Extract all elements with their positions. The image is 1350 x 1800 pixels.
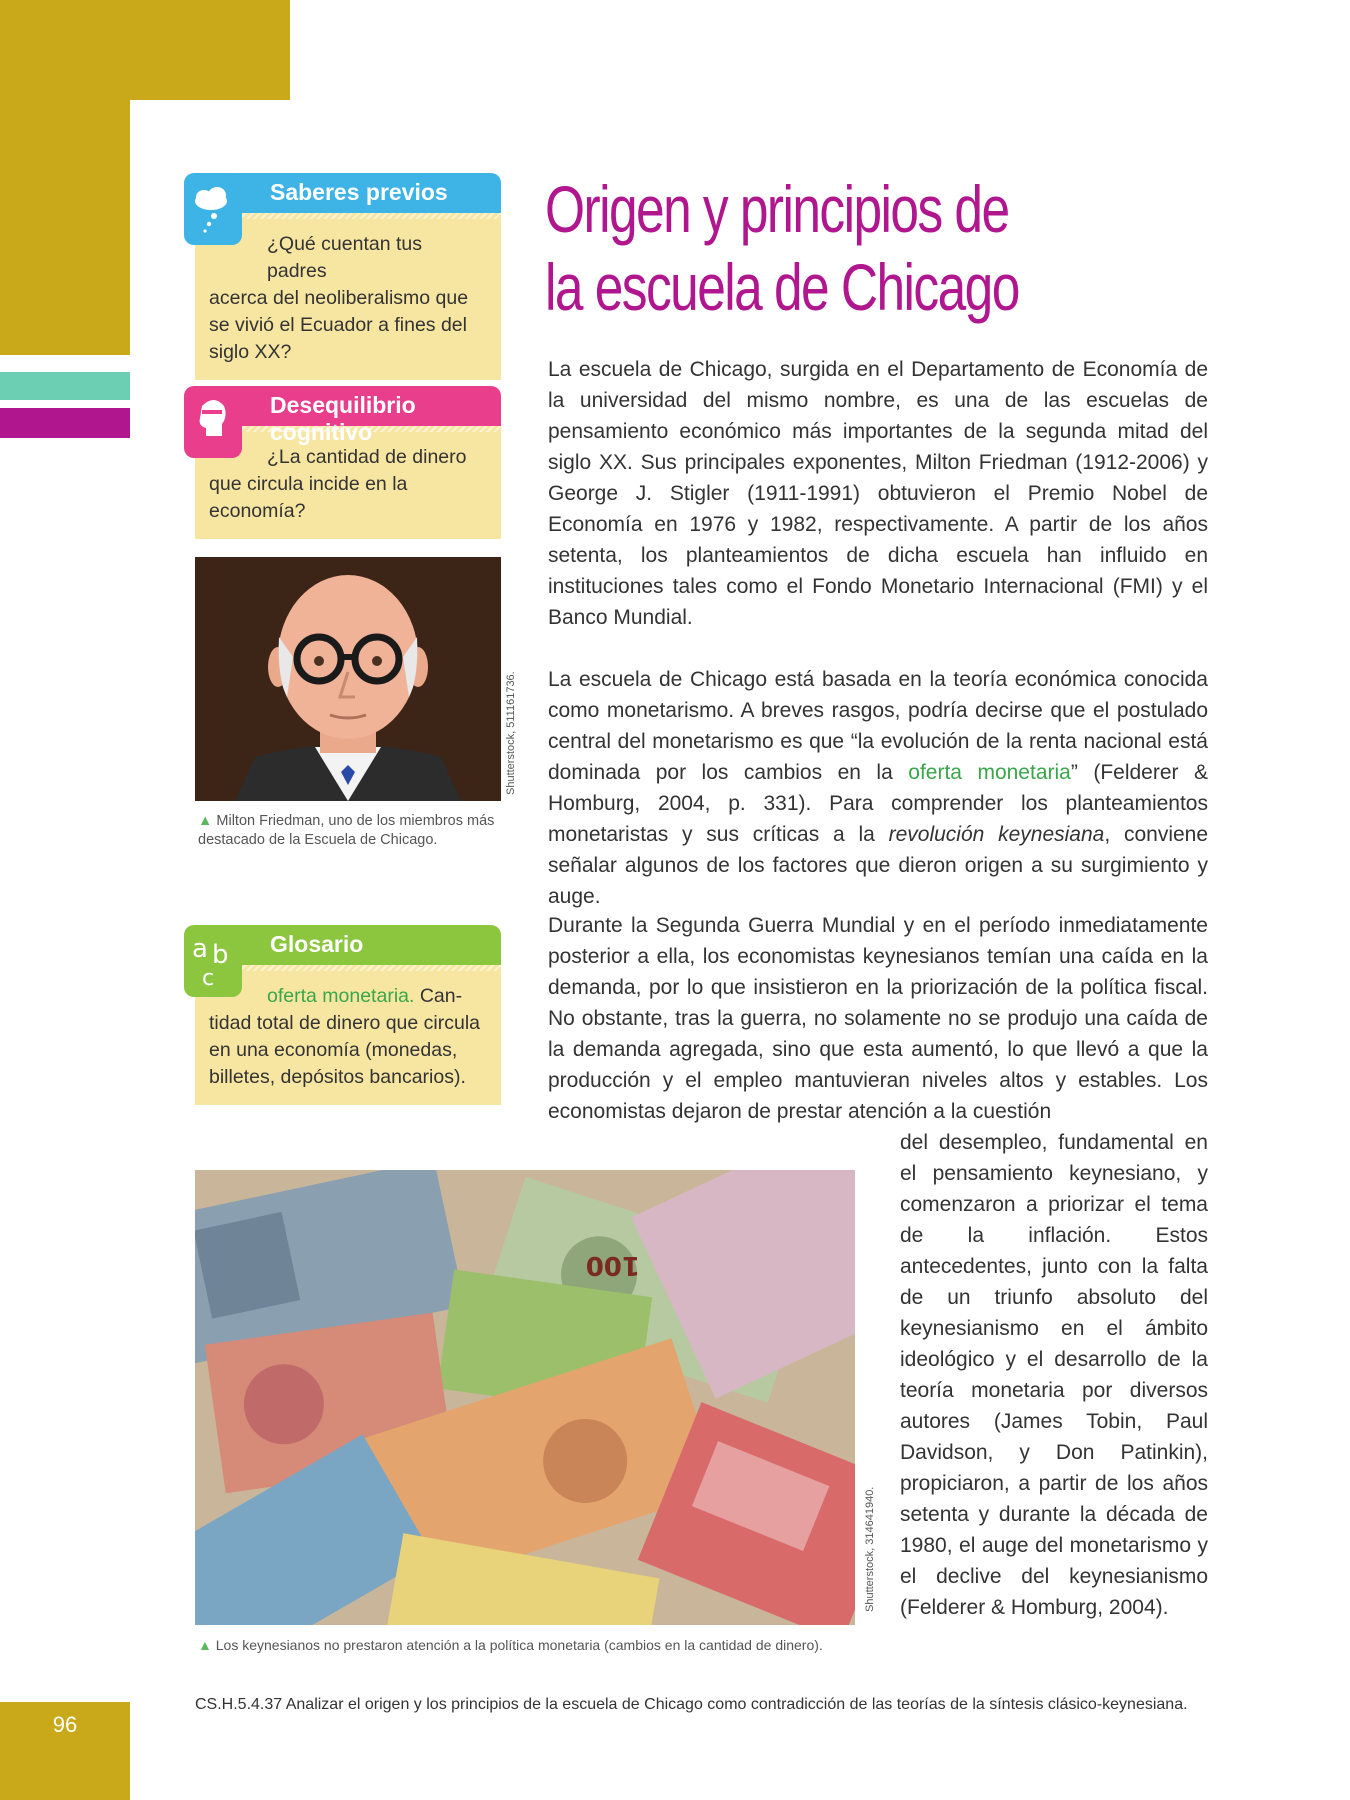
abc-letters-icon bbox=[184, 925, 242, 997]
svg-text:c: c bbox=[202, 966, 215, 991]
svg-text:a: a bbox=[192, 934, 208, 964]
revolucion-keynesiana-term: revolución keynesiana bbox=[888, 823, 1105, 846]
page-number: 96 bbox=[52, 1712, 78, 1737]
money-caption-text: Los keynesianos no prestaron atención a la política monetaria (cambios en la cantidad de dinero). bbox=[215, 1637, 823, 1653]
glosario-title: Glosario bbox=[270, 931, 364, 957]
gold-side-block bbox=[0, 0, 130, 355]
glosario-term: oferta monetaria. bbox=[267, 985, 415, 1007]
portrait-caption-text: Milton Friedman, uno de los miembros más destacado de la Escuela de Chicago. bbox=[198, 813, 495, 848]
paragraph-2-part-c: , conviene señalar algunos de los factores que dieron origen a su surgimiento y auge. bbox=[548, 823, 1209, 908]
paragraph-2-part-b: ” (Felderer & Homburg, 2004, p. 331). Para comprender los planteamientos monetaristas y sus críticas a la bbox=[548, 761, 1209, 846]
paragraph-postwar: Durante la Segunda Guerra Mundial y en el período inmediatamente posterior a ella, los economistas keynesianos temían una caída en la demanda, por lo que insistieron en la priorización de la política fiscal. No obstante, tras la guerra, no solamente no se produjo una caída de la demanda agregada, sino que esta aumentó, lo que llevó a que la producción y el empleo mantuvieran niveles altos y estables. Los economistas dejaron de prestar atención a la cuestión bbox=[548, 914, 1208, 1123]
portrait-caption bbox=[198, 812, 518, 850]
head-profile-icon bbox=[184, 386, 242, 458]
triangle-bullet-icon: ▲ bbox=[198, 813, 213, 829]
desequilibrio-question-lead: ¿La cantidad de dinero bbox=[267, 446, 467, 468]
glosario-term-line bbox=[209, 983, 483, 1010]
saberes-previos-title: Saberes previos bbox=[270, 179, 448, 205]
paragraph-decline: del desempleo, fundamental en el pensamiento keynesiano, y comenzaron a priorizar el tema de la inflación. Estos antecedentes, junto con la falta de un triunfo absoluto del keynesianismo en el ámbito ideológico y el desarrollo de la teoría monetaria por diversos autores (James Tobin, Paul Davidson, y Don Patinkin), propiciaron, a partir de los años setenta y durante la década de 1980, el auge del monetarismo y el declive del keynesianismo (Felderer & Homburg, 2004). bbox=[900, 1131, 1208, 1619]
oferta-monetaria-term: oferta monetaria bbox=[908, 761, 1071, 784]
paragraph-monetarism bbox=[548, 664, 1208, 912]
page-title-line-1: Origen y principios de bbox=[545, 172, 1009, 246]
triangle-bullet-icon: ▲ bbox=[198, 1637, 212, 1653]
saberes-question-rest: acerca del neoliberalismo que se vivió el Ecuador a fines del siglo XX? bbox=[209, 287, 469, 363]
glosario-header bbox=[192, 925, 501, 991]
page-title-line-2: la escuela de Chicago bbox=[545, 250, 1019, 324]
money-photo-credit: Shutterstock, 314641940. bbox=[864, 1486, 876, 1612]
thought-cloud-icon bbox=[184, 173, 242, 245]
glosario-box bbox=[192, 925, 501, 1105]
milton-friedman-illustration bbox=[195, 557, 501, 801]
glosario-definition: tidad total de dinero que circula en una economía (monedas, billetes, depósitos bancarios). bbox=[209, 1012, 481, 1088]
paragraph-intro: La escuela de Chicago, surgida en el Departamento de Economía de la universidad del mismo nombre, es una de las escuelas de pensamiento económico más importantes de la segunda mitad del siglo XX. Sus principales exponentes, Milton Friedman (1912-2006) y George J. Stigler (1911-1991) obtuvieron el Premio Nobel de Economía en 1976 y 1982, respectivamente. A partir de los años setenta, los planteamientos de dicha escuela han influido en instituciones tales como el Fondo Monetario Internacional (FMI) y el Banco Mundial. bbox=[548, 358, 1208, 629]
banknotes-photo bbox=[195, 1170, 855, 1625]
portrait-photo-credit: Shutterstock, 511161736. bbox=[505, 671, 517, 795]
desequilibrio-cognitivo-box bbox=[195, 386, 501, 539]
saberes-previos-box bbox=[195, 173, 501, 380]
desequilibrio-question-rest: que circula incide en la economía? bbox=[209, 473, 408, 522]
money-caption bbox=[198, 1636, 898, 1655]
svg-text:b: b bbox=[212, 940, 229, 970]
glosario-def-lead: Can- bbox=[414, 985, 463, 1007]
magenta-accent-bar bbox=[0, 408, 130, 438]
banknote-numeral: 100 bbox=[585, 1250, 640, 1280]
teal-accent-bar bbox=[0, 372, 130, 400]
desequilibrio-title: Desequilibrio cognitivo bbox=[270, 392, 416, 445]
saberes-previos-header bbox=[195, 173, 501, 213]
saberes-question-lead: ¿Qué cuentan tus padres bbox=[267, 233, 423, 282]
paragraph-2-part-a: La escuela de Chicago está basada en la teoría económica conocida como monetarismo. A breves rasgos, podría decirse que el postulado central del monetarismo es que “la evolución de la renta nacional está dominada por los cambios en la bbox=[548, 668, 1208, 784]
curriculum-footer: CS.H.5.4.37 Analizar el origen y los principios de la escuela de Chicago como contradicción de las teorías de la síntesis clásico-keynesiana. bbox=[195, 1696, 1188, 1713]
desequilibrio-header bbox=[195, 386, 501, 445]
page-title bbox=[545, 170, 1138, 326]
